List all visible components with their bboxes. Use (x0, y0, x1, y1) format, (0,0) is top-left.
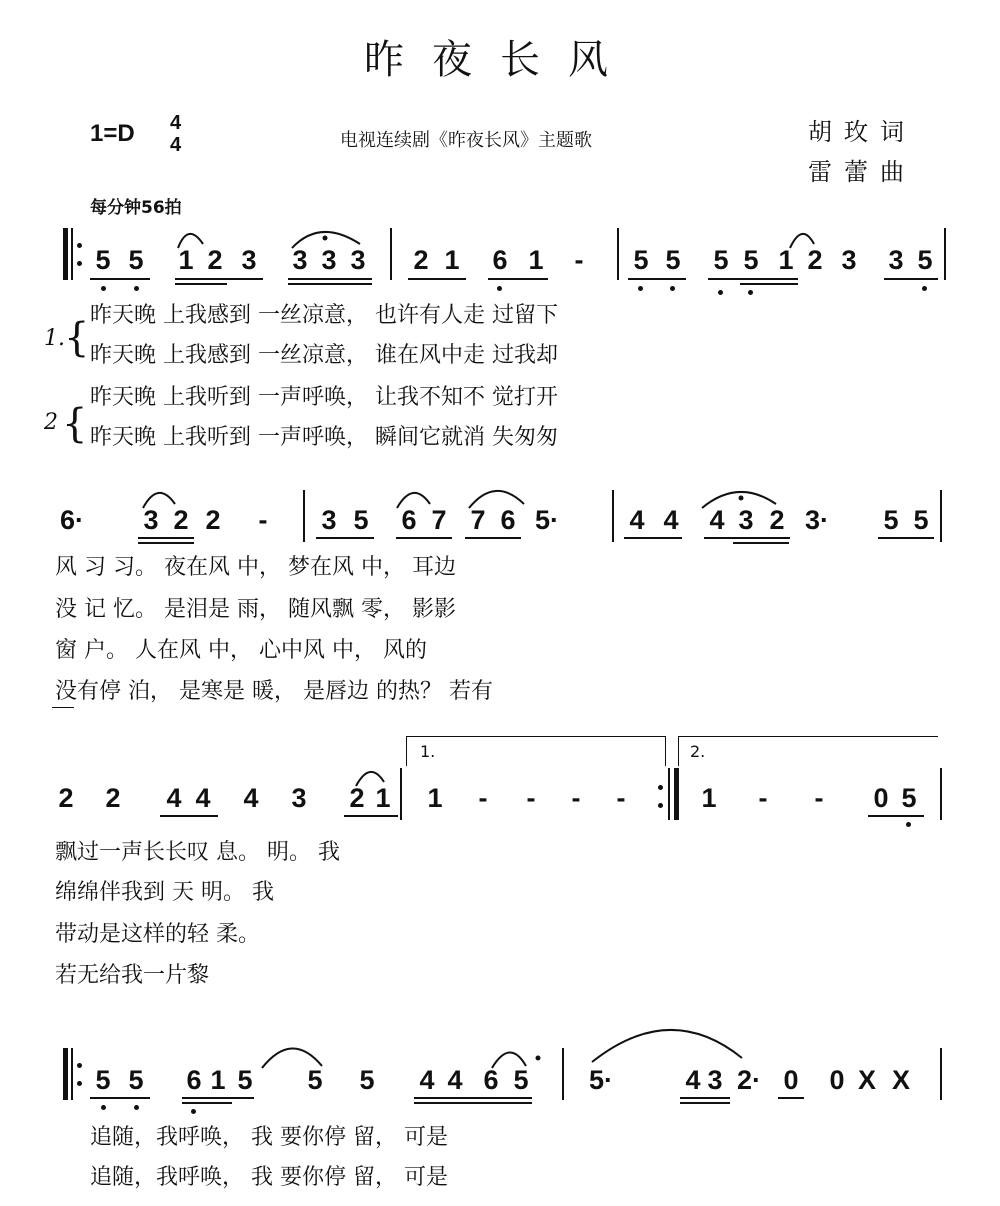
note: 5 (128, 245, 144, 275)
note: 5· (588, 1065, 613, 1095)
lyric-line: 昨天晚 上我感到 一丝凉意， 谁在风中走 过我却 (90, 343, 558, 368)
note: 2 (349, 783, 365, 813)
note: 5 (359, 1065, 375, 1095)
octave-dot-high (536, 1056, 541, 1061)
note: 0 (829, 1065, 845, 1095)
note-extension-dash: - (526, 783, 536, 813)
note: 5 (901, 783, 917, 813)
note: 3 (321, 505, 337, 535)
note: 2 (413, 245, 429, 275)
lyric-line: 飘过一声长长叹 息。 明。 我 (55, 840, 340, 865)
note: 2 (105, 783, 121, 813)
note-extension-dash: - (616, 783, 626, 813)
slur (492, 1052, 526, 1068)
note-extension-dash: - (478, 783, 488, 813)
note: 6 (401, 505, 417, 535)
slur (790, 234, 814, 248)
note: 7 (431, 505, 447, 535)
note: 4 (195, 783, 211, 813)
lyric-line: 昨天晚 上我听到 一声呼唤， 让我不知不 觉打开 (90, 385, 558, 410)
note: 4 (243, 783, 259, 813)
lyric-line: 窗 户。 人在风 中， 心中风 中， 风的 (55, 638, 427, 663)
octave-dot-high (739, 496, 744, 501)
lyric-line: 昨天晚 上我感到 一丝凉意， 也许有人走 过留下 (90, 303, 558, 328)
slur (143, 493, 175, 508)
note: 1 (210, 1065, 226, 1095)
lyricist-credit: 胡玫词 (808, 118, 916, 146)
note: 6 (492, 245, 508, 275)
note: 6 (186, 1065, 202, 1095)
note: X (857, 1065, 876, 1095)
composer-credit: 雷蕾曲 (808, 158, 916, 186)
note: 1 (375, 783, 391, 813)
slur (397, 493, 430, 508)
lyric-line: 带动是这样的轻 柔。 (55, 922, 260, 947)
verse-number-1: 1. (44, 326, 65, 351)
slur (178, 234, 203, 248)
note: 3· (804, 505, 829, 535)
time-signature-top: 4 (170, 112, 182, 134)
note: 5 (883, 505, 899, 535)
lyric-line: 追随，我呼唤， 我 要你停 留， 可是 (90, 1125, 448, 1150)
second-ending-label: 2. (690, 742, 706, 761)
note: 1 (528, 245, 544, 275)
note-extension-dash: - (574, 245, 584, 275)
note: 1 (778, 245, 794, 275)
note: 4 (447, 1065, 463, 1095)
note: 7 (470, 505, 486, 535)
note: 3 (321, 245, 337, 275)
slur (469, 491, 524, 508)
note: 3 (241, 245, 257, 275)
song-subtitle: 电视连续剧《昨夜长风》主题歌 (340, 130, 592, 151)
lyric-line: 昨天晚 上我听到 一声呼唤， 瞬间它就消 失匆匆 (90, 425, 558, 450)
lyric-line: 绵绵伴我到 天 明。 我 (55, 880, 274, 905)
note: 1 (427, 783, 443, 813)
note: 3 (291, 783, 307, 813)
note: 5 (913, 505, 929, 535)
note: 1 (701, 783, 717, 813)
note: 5 (917, 245, 933, 275)
note: 6· (59, 505, 84, 535)
note: 3 (292, 245, 308, 275)
lyric-line: 没 记 忆。 是泪是 雨， 随风飘 零， 影影 (55, 597, 456, 622)
octave-dot-high (323, 236, 328, 241)
note: 5 (237, 1065, 253, 1095)
slur (262, 1048, 322, 1068)
note: 0 (783, 1065, 799, 1095)
verse-brace: { (64, 315, 90, 361)
slur (356, 772, 384, 786)
note: 5 (633, 245, 649, 275)
note: 2 (769, 505, 785, 535)
note: 0 (873, 783, 889, 813)
note: 4 (663, 505, 679, 535)
note: 6 (500, 505, 516, 535)
lyric-line: 没有停 泊， 是寒是 暖， 是唇边 的热？ 若有 (55, 679, 493, 704)
note: 2· (736, 1065, 761, 1095)
key-signature: 1=D (90, 120, 135, 147)
note: 5 (95, 1065, 111, 1095)
note: 5 (665, 245, 681, 275)
note: 5· (534, 505, 559, 535)
lyric-line: 风 习 习。 夜在风 中， 梦在风 中， 耳边 (55, 555, 456, 580)
note: 3 (143, 505, 159, 535)
note: 4 (709, 505, 725, 535)
slur (592, 1030, 742, 1062)
slur (702, 492, 776, 508)
note-extension-dash: - (258, 505, 268, 535)
song-title: 昨夜长风 (364, 37, 636, 83)
verse-brace: { (62, 401, 88, 447)
verse-number-2: 2 (44, 410, 58, 435)
note: 6 (483, 1065, 499, 1095)
note: 2 (173, 505, 189, 535)
note: 1 (178, 245, 194, 275)
note: 5 (353, 505, 369, 535)
note: 3 (738, 505, 754, 535)
note: 5 (713, 245, 729, 275)
note: 2 (207, 245, 223, 275)
note-extension-dash: - (571, 783, 581, 813)
note: 4 (629, 505, 645, 535)
time-signature-bottom: 4 (170, 134, 182, 156)
note: X (891, 1065, 910, 1095)
note: 2 (58, 783, 74, 813)
note: 4 (419, 1065, 435, 1095)
lyric-line: 若无给我一片黎 (55, 963, 210, 988)
note: 4 (166, 783, 182, 813)
lyric-line: 追随，我呼唤， 我 要你停 留， 可是 (90, 1165, 448, 1190)
note: 4 (685, 1065, 701, 1095)
note: 5 (743, 245, 759, 275)
note-extension-dash: - (758, 783, 768, 813)
first-ending-label: 1. (420, 742, 436, 761)
note: 3 (841, 245, 857, 275)
note: 5 (307, 1065, 323, 1095)
note: 3 (707, 1065, 723, 1095)
note: 5 (128, 1065, 144, 1095)
note: 2 (205, 505, 221, 535)
note: 5 (95, 245, 111, 275)
note-extension-dash: - (814, 783, 824, 813)
tempo-marking: 每分钟56拍 (90, 198, 182, 218)
note: 1 (444, 245, 460, 275)
note: 3 (350, 245, 366, 275)
note: 2 (807, 245, 823, 275)
note: 3 (888, 245, 904, 275)
note: 5 (513, 1065, 529, 1095)
